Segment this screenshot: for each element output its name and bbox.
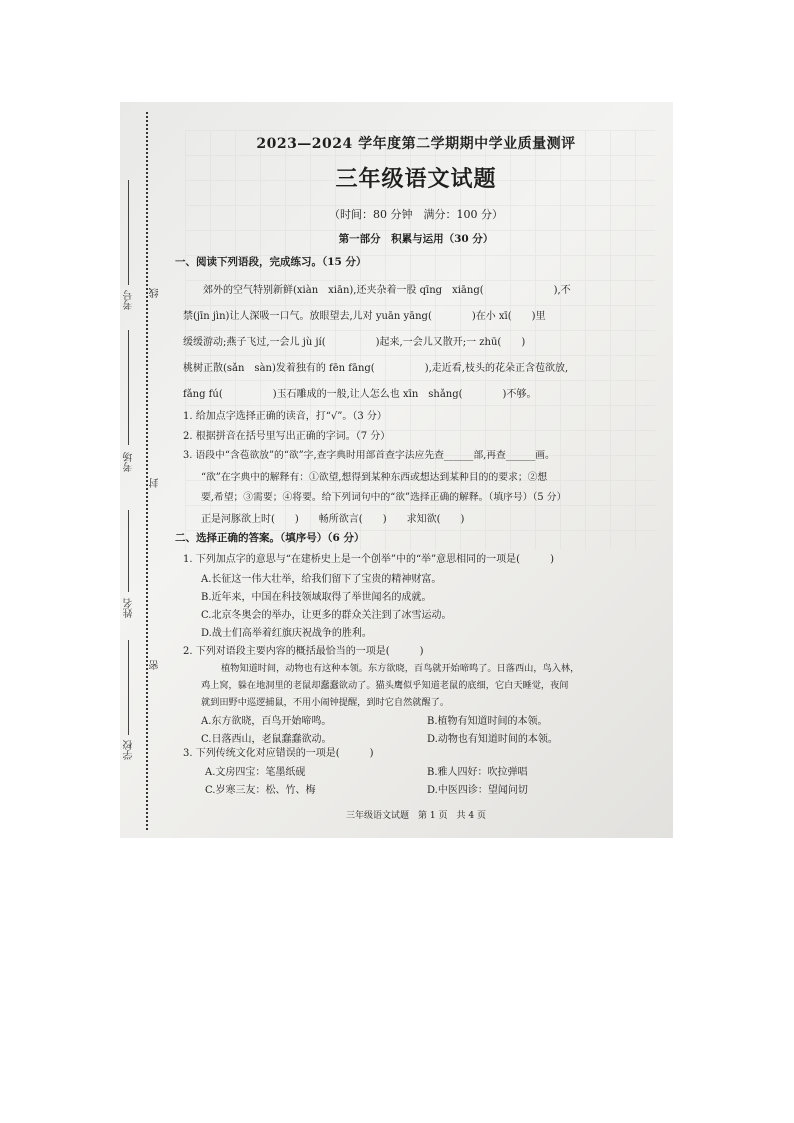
section2-q1: 1. 下列加点字的意思与“在建桥史上是一个创举”中的“举”意思相同的一项是( ) bbox=[183, 554, 554, 565]
name-blank bbox=[128, 510, 129, 592]
section2-heading: 二、选择正确的答案。（填序号）（6 分） bbox=[175, 532, 365, 544]
option-b: B.近年来，中国在科技领域取得了举世闻名的成就。 bbox=[201, 592, 432, 603]
option-d: D.动物也有知道时间的本领。 bbox=[427, 734, 558, 745]
option-d: D.中医四诊：望闻问切 bbox=[427, 785, 528, 796]
option-a: A.文房四宝：笔墨纸砚 bbox=[205, 767, 306, 778]
section1-q3: 3. 语段中“含苞欲放”的“欲”字,查字典时用部首查字法应先查______部,再查______画。 bbox=[183, 450, 555, 461]
passage-line: 鸡上窝，躲在地洞里的老鼠却蠢蠢欲动了。猫头鹰似乎知道老鼠的底细，它白天睡觉，夜间 bbox=[201, 680, 569, 691]
passage-line: 植物知道时间，动物也有这种本领。东方欲晓，百鸟就开始啼鸣了。日落西山，鸟入林， bbox=[221, 663, 580, 674]
option-c: C.岁寒三友：松、竹、梅 bbox=[205, 785, 316, 796]
section2-q3: 3. 下列传统文化对应错误的一项是( ) bbox=[183, 748, 374, 759]
seal-xian: 线 bbox=[150, 288, 161, 298]
section1-q1: 1. 给加点字选择正确的读音，打“√”。（3 分） bbox=[183, 411, 387, 422]
option-b: B.雅人四好：吹拉弹唱 bbox=[427, 767, 528, 778]
passage-line: 就到田野中巡逻捕鼠，不用小闹钟提醒，到时它自然就醒了。 bbox=[201, 697, 450, 708]
seal-mi: 密 bbox=[150, 660, 161, 670]
school-blank bbox=[128, 640, 129, 735]
exam-no-blank bbox=[128, 180, 129, 285]
name-label: 姓名 bbox=[124, 598, 135, 618]
option-a: A.长征这一伟大壮举，给我们留下了宝贵的精神财富。 bbox=[201, 574, 442, 585]
exam-title-line1: 2023—2024 学年度第二学期期中学业质量测评 bbox=[256, 136, 576, 152]
passage-line: 郊外的空气特别新鲜(xiàn xiān),还夹杂着一股 qīng xiāng( ),不 bbox=[203, 285, 571, 296]
exam-room-blank bbox=[128, 330, 129, 445]
option-d: D.战士们高举着红旗庆祝战争的胜利。 bbox=[201, 628, 372, 639]
section1-q2: 2. 根据拼音在括号里写出正确的字词。（7 分） bbox=[183, 431, 391, 442]
section1-q3-text: “欲”在字典中的解释有：①欲望,想得到某种东西或想达到某种目的的要求；②想 bbox=[201, 472, 548, 483]
option-b: B.植物有知道时间的本领。 bbox=[427, 716, 548, 727]
passage-line: 桃树正散(sǎn sàn)发着独有的 fēn fāng( ),走近看,枝头的花朵正含苞欲放, bbox=[183, 363, 569, 374]
exam-room-label: 考场 bbox=[124, 452, 135, 472]
part1-heading: 第一部分 积累与运用（30 分） bbox=[338, 233, 494, 245]
section1-q3-text: 要,希望；③需要；④将要。给下列词句中的“欲”选择正确的解释。（填序号）（5 分） bbox=[201, 492, 567, 503]
passage-line: 缓缓游动;燕子飞过,一会儿 jù jí( )起来,一会儿又散开;一 zhū( ) bbox=[183, 337, 526, 348]
passage-line: fǎng fú( )玉石雕成的一般,让人怎么也 xīn shǎng( )不够。 bbox=[183, 389, 537, 400]
seal-feng: 封 bbox=[150, 478, 161, 488]
section1-heading: 一、阅读下列语段，完成练习。（15 分） bbox=[175, 256, 367, 268]
exam-title-line2: 三年级语文试题 bbox=[335, 166, 497, 192]
exam-subtitle: （时间：80 分钟 满分：100 分） bbox=[329, 208, 503, 221]
option-a: A.东方欲晓，百鸟开始啼鸣。 bbox=[201, 716, 332, 727]
option-c: C.北京冬奥会的举办，让更多的群众关注到了冰雪运动。 bbox=[201, 610, 452, 621]
option-c: C.日落西山，老鼠蠢蠢欲动。 bbox=[201, 734, 332, 745]
page-footer: 三年级语文试题 第 1 页 共 4 页 bbox=[346, 811, 486, 821]
section2-q2: 2. 下列对语段主要内容的概括最恰当的一项是( ) bbox=[183, 646, 424, 657]
passage-line: 禁(jīn jìn)让人深吸一口气。放眼望去,儿对 yuān yāng( )在小 xī( )里 bbox=[183, 311, 546, 322]
exam-no-label: 考号 bbox=[124, 290, 135, 310]
section1-q3-blanks: 正是河豚欲上时( ) 畅所欲言( ) 求知欲( ) bbox=[201, 514, 465, 525]
school-label: 学校 bbox=[124, 740, 135, 760]
binding-dotted-line bbox=[146, 112, 148, 830]
